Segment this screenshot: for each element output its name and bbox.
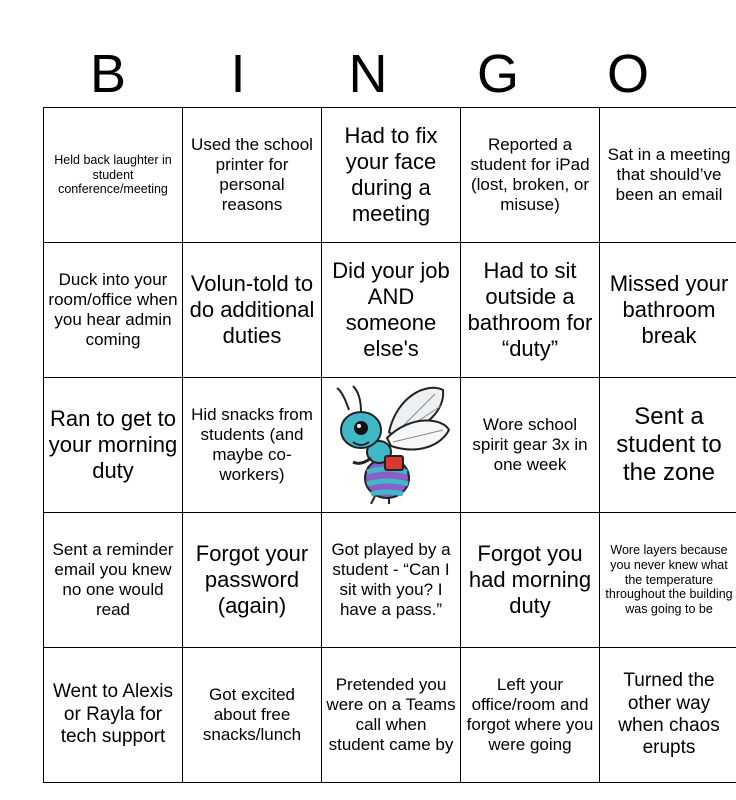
bingo-header [43,40,693,108]
board-row [44,648,736,783]
free-space-cell[interactable] [322,378,461,513]
bingo-cell[interactable]: Got excited about free snacks/lunch [183,648,322,783]
bingo-cell[interactable]: Volun-told to do additional duties [183,243,322,378]
bingo-cell[interactable]: Held back laughter in student conference/meeting [44,108,183,243]
bingo-cell[interactable]: Missed your bathroom break [600,243,736,378]
bingo-cell[interactable]: Did your job AND someone else's [322,243,461,378]
board-row [44,378,736,513]
bingo-board [43,107,736,783]
header-letter-b: B [89,44,127,104]
header-letter-i: I [230,44,246,104]
bingo-cell[interactable]: Sat in a meeting that should’ve been an email [600,108,736,243]
board-row [44,513,736,648]
bingo-cell[interactable]: Pretended you were on a Teams call when student came by [322,648,461,783]
bingo-cell[interactable]: Went to Alexis or Rayla for tech support [44,648,183,783]
bingo-cell[interactable]: Left your office/room and forgot where you were going [461,648,600,783]
bingo-cell[interactable]: Reported a student for iPad (lost, broken, or misuse) [461,108,600,243]
bingo-cell[interactable]: Duck into your room/office when you hear admin coming [44,243,183,378]
bingo-cell[interactable]: Sent a reminder email you knew no one would read [44,513,183,648]
bingo-cell[interactable]: Got played by a student - “Can I sit with you? I have a pass.” [322,513,461,648]
board-row [44,108,736,243]
bingo-cell[interactable]: Ran to get to your morning duty [44,378,183,513]
bingo-cell[interactable]: Had to sit outside a bathroom for “duty” [461,243,600,378]
bingo-cell[interactable]: Turned the other way when chaos erupts [600,648,736,783]
header-letter-g: G [476,44,519,104]
bingo-cell[interactable]: Wore layers because you never knew what the temperature throughout the building was going to be [600,513,736,648]
bingo-cell[interactable]: Forgot you had morning duty [461,513,600,648]
board-row [44,243,736,378]
bingo-cell[interactable]: Forgot your password (again) [183,513,322,648]
bingo-cell[interactable]: Wore school spirit gear 3x in one week [461,378,600,513]
bingo-cell[interactable]: Used the school printer for personal reasons [183,108,322,243]
header-letter-o: O [606,44,649,104]
bingo-cell[interactable]: Hid snacks from students (and maybe co-workers) [183,378,322,513]
bingo-cell[interactable]: Sent a student to the zone [600,378,736,513]
hornet-mascot-icon [331,380,451,504]
bingo-cell[interactable]: Had to fix your face during a meeting [322,108,461,243]
header-letter-n: N [348,44,388,104]
